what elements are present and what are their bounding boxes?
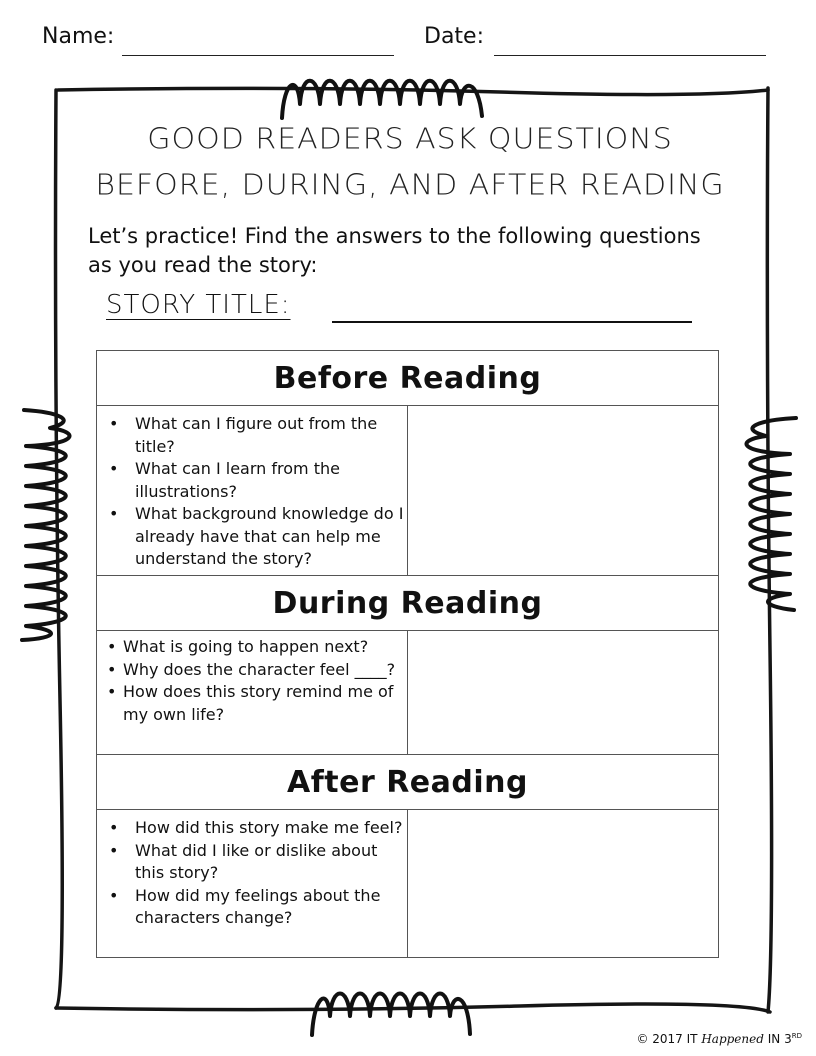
instructions-line-1: Let’s practice! Find the answers to the following questions bbox=[88, 224, 701, 248]
squiggle-bottom bbox=[312, 994, 470, 1036]
during-reading-heading: During Reading bbox=[97, 576, 719, 631]
before-reading-heading: Before Reading bbox=[97, 351, 719, 406]
list-item: • What is going to happen next? bbox=[97, 636, 407, 659]
bullet-icon: • bbox=[109, 504, 119, 523]
during-reading-questions bbox=[97, 631, 408, 755]
list-item: • What did I like or dislike about this story? bbox=[109, 840, 378, 882]
bullet-icon: • bbox=[109, 459, 119, 478]
bullet-icon: • bbox=[109, 840, 119, 860]
bullet-icon: • bbox=[107, 637, 117, 656]
bullet-icon: • bbox=[107, 682, 117, 701]
squiggle-top bbox=[282, 81, 482, 118]
date-label: Date: bbox=[424, 24, 484, 49]
squiggle-left bbox=[22, 410, 70, 640]
list-item: • What can I figure out from the title? bbox=[109, 414, 378, 456]
story-title-line[interactable] bbox=[332, 321, 692, 323]
squiggle-right bbox=[746, 418, 796, 610]
after-reading-questions bbox=[97, 810, 408, 958]
before-reading-questions bbox=[97, 406, 408, 576]
question-organizer bbox=[96, 350, 719, 958]
during-reading-answer-box[interactable] bbox=[408, 631, 719, 755]
bullet-icon: • bbox=[109, 414, 119, 433]
bullet-icon: • bbox=[109, 885, 119, 905]
copyright-notice: © 2017 IT Happened IN 3RD bbox=[636, 1032, 802, 1046]
instructions-line-2: as you read the story: bbox=[88, 253, 318, 277]
list-item: • How does this story remind me of my own life? bbox=[107, 682, 394, 724]
list-item: • What can I learn from the illustrations? bbox=[109, 459, 340, 501]
after-reading-heading: After Reading bbox=[97, 755, 719, 810]
list-item: • How did this story make me feel? bbox=[97, 817, 407, 840]
bullet-icon: • bbox=[109, 818, 119, 837]
after-reading-answer-box[interactable] bbox=[408, 810, 719, 958]
copyright-brand: Happened bbox=[701, 1032, 764, 1046]
page-title-line-1: GOOD READERS ASK QUESTIONS bbox=[147, 122, 673, 157]
list-item: • What background knowledge do I already have that can help me understand the story? bbox=[109, 504, 404, 568]
bullet-icon: • bbox=[107, 659, 117, 679]
instructions bbox=[88, 222, 738, 280]
before-reading-answer-box[interactable] bbox=[408, 406, 719, 576]
name-label: Name: bbox=[42, 24, 115, 49]
page-title-line-2: BEFORE, DURING, AND AFTER READING bbox=[95, 168, 725, 203]
list-item: • Why does the character feel ____? bbox=[97, 659, 407, 682]
list-item: • How did my feelings about the characters change? bbox=[109, 885, 381, 927]
story-title-label: STORY TITLE: bbox=[106, 290, 291, 320]
